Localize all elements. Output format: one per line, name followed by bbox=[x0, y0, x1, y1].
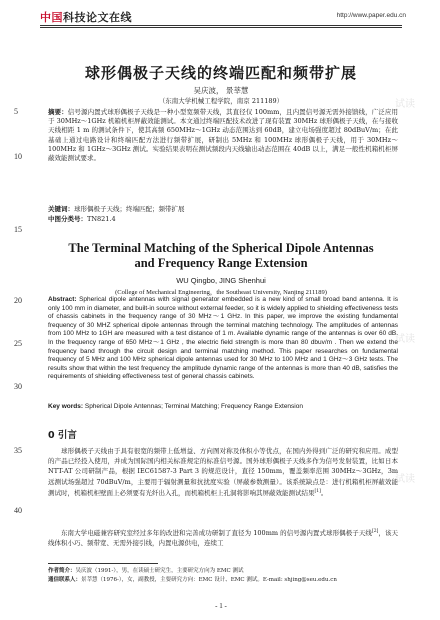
line-number: 15 bbox=[14, 225, 22, 234]
keywords-en-text: Spherical Dipole Antennas; Terminal Matching; Frequency Range Extension bbox=[83, 403, 303, 410]
line-number: 5 bbox=[14, 107, 18, 116]
intro-paragraph: 球形偶极子天线由于具有很宽的频带上低增益、方向图对称及体积小等优点，在国内外得到广泛的研究和应用。成型的产品已经投入使用，并成为国际国内相关标准规定的标准信号源。国外球形偶极子天线多作为信号发射装置，比如日本 NTT-AT 公司研制产品，根据 IEC61587-3 Part 3 的规范设计，直径 150mm，覆盖频率范围 30MHz～3GHz，3m 远测试场强超过 70dBuV/m，主要用于辐射测量和抗扰度实验（屏蔽参数测量）。该系统缺点是：进行机箱机柜屏蔽效能测试时，机箱机柜壁面上必须要有光纤出入孔，而机箱机柜上孔洞将影响其屏蔽效能测试结果[1]。 bbox=[48, 447, 398, 497]
affiliation-en: (College of Mechanical Engineering，the Southeast University, Nanjing 211189) bbox=[115, 289, 327, 296]
classification-label: 中图分类号： bbox=[48, 215, 87, 223]
footnote-rule bbox=[48, 563, 158, 564]
section-heading: 0 引言 bbox=[48, 430, 77, 441]
watermark: 试读 bbox=[395, 334, 415, 345]
title-zh: 球形偶极子天线的终端匹配和频带扩展 bbox=[84, 64, 357, 82]
line-number: 30 bbox=[14, 382, 22, 391]
footnote-author-bio: 作者简介：吴庆波（1991-），男，在读硕士研究生，主要研究方向为 EMC 测试 bbox=[48, 568, 244, 574]
journal-url[interactable]: http://www.paper.edu.cn bbox=[336, 12, 406, 19]
abstract-zh-text: 信号源内置式球形偶极子天线是一种小型宽频带天线，其直径仅 100mm，且内置信号源无需外接馈线，广泛应用于 30MHz～1GHz 机箱机柜屏蔽效能测试。本文通过终端匹配技术改进了现有装置 30MHz 球形偶极子天线，在与接收天线相距 1 m 的测试条件下，使其高频 650MHz～1GHz 动态范围达到 60dB，建立电场强度超过 80dBuV/m；在此基础上通过电路设计和终端匹配方法进行频带扩展，研制出 5MHz 和 100MHz 球形偶极子天线，用于 30MHz～100MHz 和 1GHz～3GHz 测试。实验结果表明在测试频段内天线输出动态范围在 40dB 以上，满足一般性机箱机柜屏蔽效能测试要求。 bbox=[48, 108, 398, 163]
title-en-line2: and Frequency Range Extension bbox=[134, 256, 308, 270]
header-rule-thin bbox=[40, 27, 402, 28]
authors-zh: 吴庆波， 景莘慧 bbox=[193, 86, 249, 95]
keywords-zh-text: 球形偶极子天线；终端匹配；频带扩展 bbox=[74, 205, 185, 213]
affiliation-zh: （东南大学机械工程学院，南京 211189） bbox=[158, 97, 284, 105]
line-number: 40 bbox=[14, 506, 22, 515]
citation-link[interactable]: [1] bbox=[314, 488, 321, 494]
line-number: 35 bbox=[14, 446, 22, 455]
footnote-contact: 通信联系人：景莘慧（1976-），女，副教授，主要研究方向：EMC 设计、EMC 测试。E-mail: shjing@seu.edu.cn bbox=[48, 577, 337, 583]
page-number: - 1 - bbox=[215, 602, 227, 610]
keywords-en bbox=[48, 403, 398, 410]
abstract-zh-label: 摘要： bbox=[48, 108, 68, 116]
keywords-zh-label: 关键词： bbox=[48, 205, 74, 213]
title-en bbox=[40, 241, 402, 271]
keywords-en-label: Key words: bbox=[48, 403, 84, 410]
abstract-en bbox=[48, 296, 398, 382]
abstract-zh bbox=[48, 108, 398, 163]
line-number: 10 bbox=[14, 152, 22, 161]
abstract-en-text: Spherical dipole antennas with signal generator embedded is a new kind of small broad band antenna. It is only 100 mm in diameter, and built-in source without external feeder, so it is widely applied to shielding effectiveness tests of chassis cabinets in the frequency range of 30 MHz～1 GHz. In this paper, we improve the existing fundamental frequency of 30 MHZ spherical dipole antennas through the terminal matching technology. The amplitudes of antennas from 100 MHz to 1GH are measured with a test distance of 1 m. Available dynamic range of the antennas is over 60 dB. In the frequency range of 650 MHz～1 GHz , the electric field strength is more than 80 dbuv/m . Then we extend the frequency band through the circuit design and terminal matching method. This paper researches on fundamental frequency of 5 MHz and 100 MHz spherical dipole antennas used for 30 MHz to 100 MHz and 1 GHz～3 GHz tests. The results show that within the test frequency the amplitude dynamic range of the antennas is more than 40 dB, satisfies the requirements of shielding effectiveness test of general chassis cabinets. bbox=[48, 296, 398, 381]
line-number: 20 bbox=[14, 296, 22, 305]
classification-zh bbox=[48, 214, 398, 223]
citation-link[interactable]: [2] bbox=[371, 529, 379, 534]
abstract-en-label: Abstract: bbox=[48, 296, 77, 303]
watermark: 试读 bbox=[395, 474, 415, 485]
line-number: 25 bbox=[14, 339, 22, 348]
authors-en: WU Qingbo, JING Shenhui bbox=[176, 276, 266, 285]
header-rule bbox=[40, 25, 402, 26]
title-en-line1: The Terminal Matching of the Spherical Dipole Antennas bbox=[68, 241, 374, 255]
journal-logo: 中国科技论文在线 bbox=[40, 11, 132, 24]
intro-paragraph: 东南大学电磁兼容研究室经过多年的改进和完善成功研制了直径为 100mm 的信号源内置式球形偶极子天线[2]，该天线体积小巧、频带宽、无需外接引线，内置电源供电，连续工 bbox=[48, 529, 399, 548]
page-header bbox=[0, 0, 440, 26]
keywords-zh bbox=[48, 204, 398, 213]
watermark: 试读 bbox=[395, 99, 415, 110]
classification-code: TN821.4 bbox=[87, 215, 116, 223]
